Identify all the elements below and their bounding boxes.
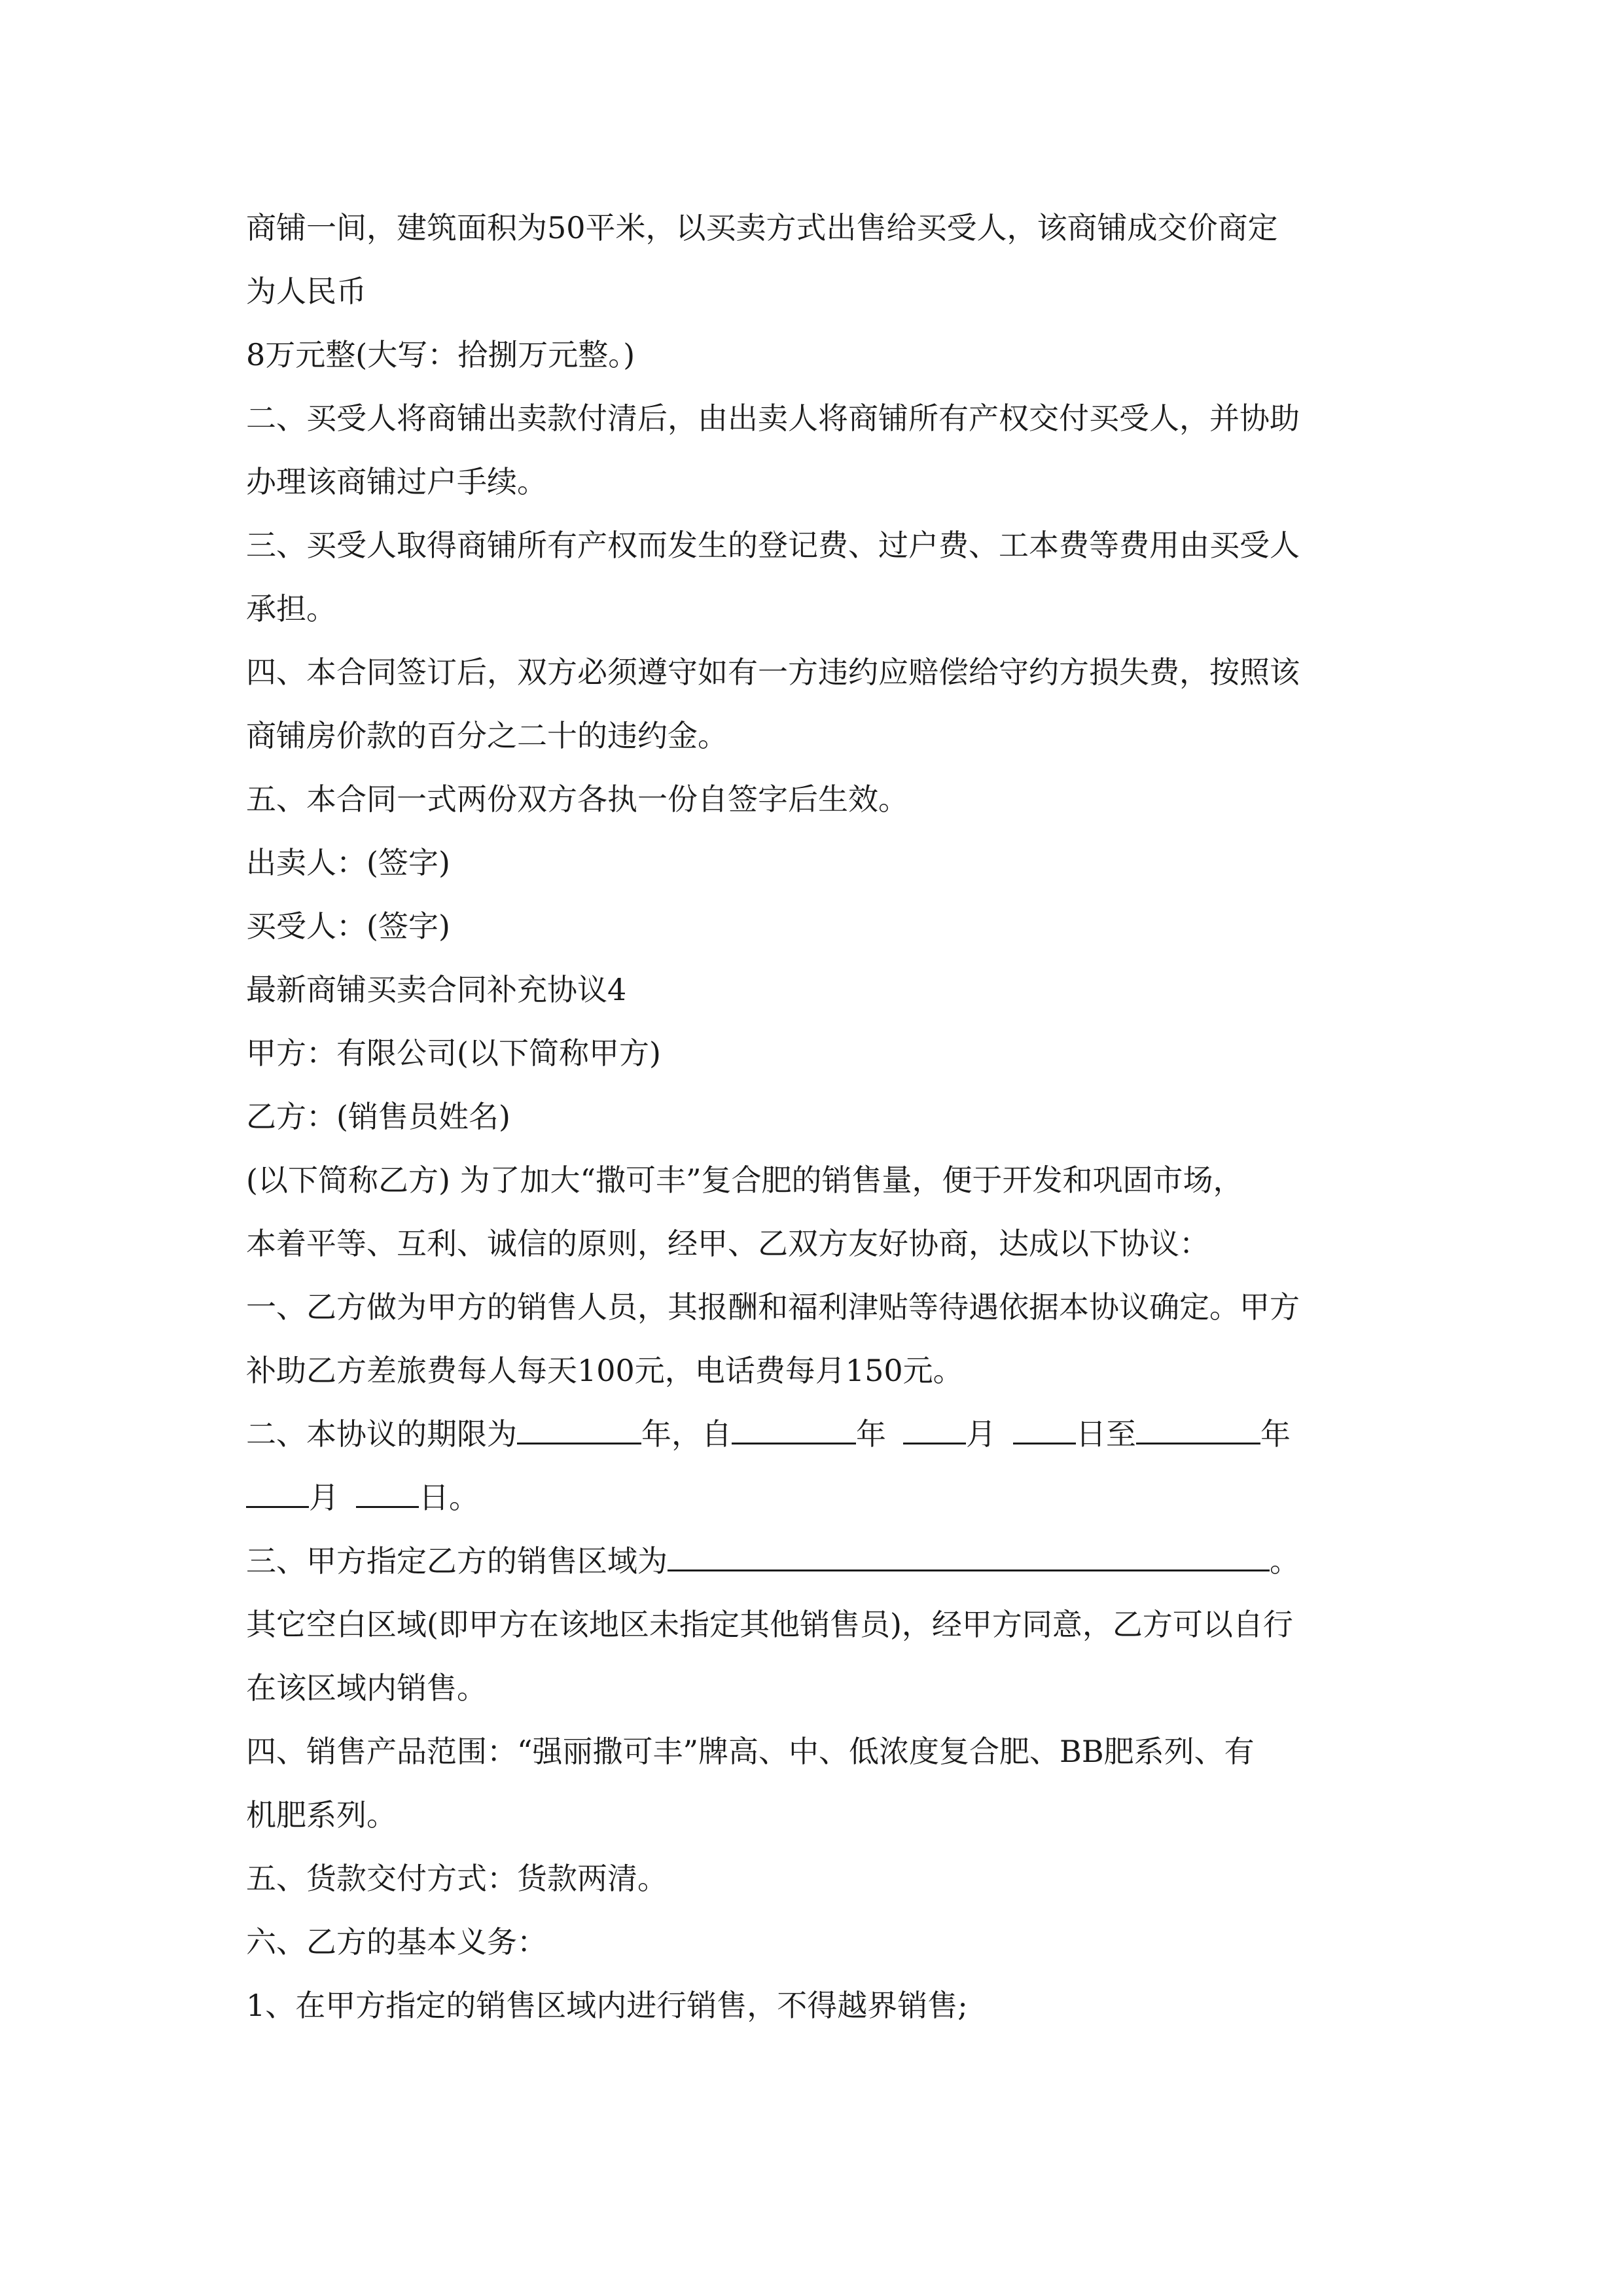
text-line: 四、销售产品范围：“强丽撒可丰”牌高、中、低浓度复合肥、BB肥系列、有 [246, 1734, 1255, 1769]
text-line: 六、乙方的基本义务： [246, 1924, 547, 1960]
seller-signature-line: 出卖人：(签字) [246, 845, 450, 880]
fill-in-blank [1013, 1416, 1076, 1444]
document-body [246, 196, 1385, 2037]
text-line: 商铺房价款的百分之二十的违约金。 [246, 718, 728, 753]
party-b-line: 乙方：(销售员姓名) [246, 1099, 510, 1134]
fill-in-blank [1136, 1416, 1260, 1444]
fill-in-blank [903, 1416, 966, 1444]
text-line: 承担。 [246, 591, 336, 626]
region-line: 三、甲方指定乙方的销售区域为 。 [246, 1543, 1300, 1579]
fill-in-blank [246, 1480, 309, 1508]
section-heading: 最新商铺买卖合同补充协议4 [246, 972, 627, 1007]
text-line: 五、货款交付方式：货款两清。 [246, 1861, 668, 1896]
fill-in-blank [356, 1480, 419, 1508]
text-line: 1、在甲方指定的销售区域内进行销售，不得越界销售; [246, 1988, 968, 2023]
text-line: 在该区域内销售。 [246, 1670, 487, 1706]
party-a-line: 甲方：有限公司(以下简称甲方) [246, 1035, 661, 1071]
text-line: 商铺一间，建筑面积为50平米，以买卖方式出售给买受人，该商铺成交价商定 [246, 210, 1278, 245]
text-line: 为人民币 [246, 274, 366, 309]
text-line: 四、本合同签订后，双方必须遵守如有一方违约应赔偿给守约方损失费，按照该 [246, 655, 1300, 690]
term-line-continued: 月 日。 [246, 1466, 1385, 1530]
text-line: 办理该商铺过户手续。 [246, 464, 547, 499]
fill-in-blank [517, 1416, 641, 1444]
text-line: 三、买受人取得商铺所有产权而发生的登记费、过户费、工本费等费用由买受人 [246, 528, 1300, 563]
fill-in-blank [668, 1543, 1270, 1571]
text-line: 机肥系列。 [246, 1797, 397, 1833]
term-line: 二、本协议的期限为 年，自 年 月 日至 年 [246, 1416, 1291, 1452]
text-line: 本着平等、互利、诚信的原则，经甲、乙双方友好协商，达成以下协议： [246, 1226, 1209, 1261]
text-line: (以下简称乙方) 为了加大“撒可丰”复合肥的销售量，便于开发和巩固市场， [246, 1162, 1243, 1198]
text-line: 其它空白区域(即甲方在该地区未指定其他销售员)，经甲方同意，乙方可以自行 [246, 1607, 1293, 1642]
text-line: 一、乙方做为甲方的销售人员，其报酬和福利津贴等待遇依据本协议确定。甲方 [246, 1289, 1300, 1325]
text-line: 补助乙方差旅费每人每天100元，电话费每月150元。 [246, 1353, 963, 1388]
fill-in-blank [732, 1416, 856, 1444]
text-line: 二、买受人将商铺出卖款付清后，由出卖人将商铺所有产权交付买受人，并协助 [246, 401, 1300, 436]
text-line: 五、本合同一式两份双方各执一份自签字后生效。 [246, 781, 908, 817]
buyer-signature-line: 买受人：(签字) [246, 908, 450, 944]
text-line: 8万元整(大写：拾捌万元整。) [246, 337, 635, 372]
